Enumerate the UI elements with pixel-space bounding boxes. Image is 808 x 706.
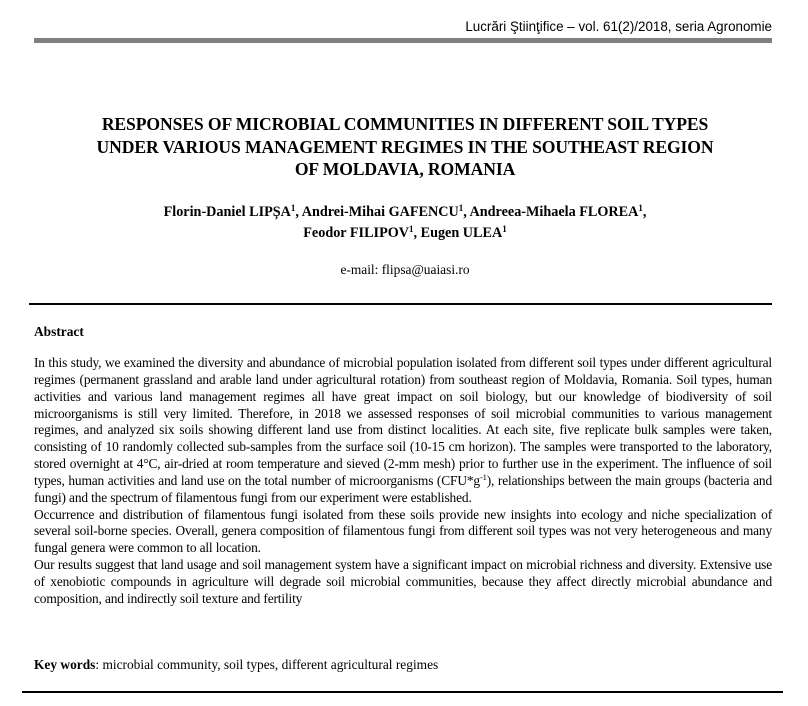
abstract-text: In this study, we examined the diversity and abundance of microbial population isolated from different soil types under different agricultural regimes (permanent grassland and arable land under agricultural rotation) from southeast region of Moldavia, Romania. Soil types, human activities and various land management regimes all have great impact on soil biology, but our knowledge of biodiversity of soil microorganisms is still very limited. Therefore, in 2018 we assessed responses of soil microbial communities to various management regimes, and analyzed six soils showing different land use from distinct localities. At each site, five replicate bulk samples were taken, consisting of 10 randomly collected sub-samples from the surface soil (10-15 cm horizon). The samples were transported to the laboratory, stored overnight at 4°C, air-dried at room temperature and sieved (2-mm mesh) prior to further use in the experiment. The influence of soil types, human activities and land use on the total number of microorganisms (CFU*g	[34, 355, 772, 488]
author-name: Eugen ULEA	[420, 225, 503, 241]
paper-title	[20, 113, 790, 181]
abstract-paragraph	[34, 355, 772, 507]
author-list	[20, 202, 790, 244]
author-affiliation: 1	[638, 203, 643, 213]
keywords-text: : microbial community, soil types, different agricultural regimes	[95, 657, 439, 672]
section-divider-top	[29, 303, 772, 305]
abstract-heading: Abstract	[34, 324, 84, 339]
author-name: Feodor FILIPOV	[303, 225, 410, 241]
abstract-body	[34, 355, 772, 608]
keywords-label: Key words	[34, 657, 96, 672]
author-name: Andreea-Mihaela FLOREA	[469, 204, 639, 220]
title-line: OF MOLDAVIA, ROMANIA	[294, 159, 516, 179]
author-separator: ,	[413, 225, 421, 241]
section-divider-bottom	[22, 691, 783, 693]
abstract-text: ), relationships between the main groups (bacteria and fungi) and the spectrum of filamentous fungi from our experiment were established.	[34, 472, 772, 505]
unit-superscript: -1	[479, 471, 487, 482]
author-affiliation: 1	[409, 224, 414, 234]
author-separator: ,	[295, 204, 302, 220]
author-separator: ,	[642, 204, 647, 220]
title-line: UNDER VARIOUS MANAGEMENT REGIMES IN THE SOUTHEAST REGION	[96, 136, 714, 157]
author-separator: ,	[463, 204, 470, 220]
abstract-paragraph: Occurrence and distribution of filamentous fungi isolated from these soils provide new insights into ecology and niche specialization of several soil-borne species. Overall, genera composition of filamentous fungi from different soil types was not very heterogeneous and many fungal genera were common to all location.	[34, 506, 772, 556]
author-affiliation: 1	[290, 203, 296, 213]
keywords	[34, 657, 438, 673]
abstract-paragraph: Our results suggest that land usage and soil management system have a significant impact on microbial richness and diversity. Extensive use of xenobiotic compounds in agriculture will degrade soil microbial communities, because they affect directly microbial abundance and composition, and indirectly soil texture and fertility	[34, 557, 772, 606]
header-rule	[34, 38, 772, 43]
title-line: RESPONSES OF MICROBIAL COMMUNITIES IN DIFFERENT SOIL TYPES	[101, 114, 709, 134]
author-name: Florin-Daniel LIPȘA	[163, 204, 291, 220]
author-name: Andrei-Mihai GAFENCU	[301, 204, 459, 220]
running-head: Lucrări Ştiinţifice – vol. 61(2)/2018, seria Agronomie	[465, 19, 772, 34]
author-affiliation: 1	[502, 224, 507, 234]
contact-email[interactable]: e-mail: flipsa@uaiasi.ro	[340, 262, 470, 277]
author-affiliation: 1	[458, 203, 464, 213]
